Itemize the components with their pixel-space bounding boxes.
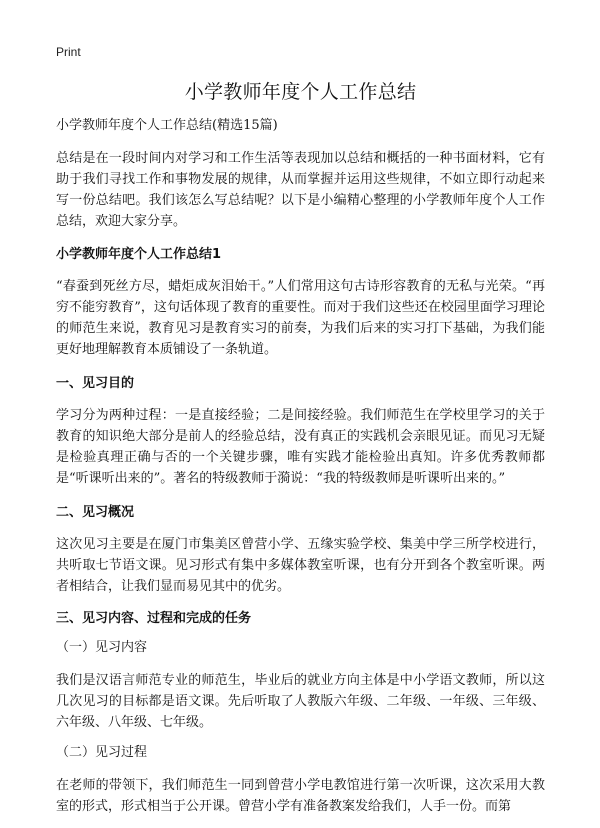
section-paragraph: “春蚕到死丝方尽，蜡炬成灰泪始干。”人们常用这句古诗形容教育的无私与光荣。“再穷不能穷教育”，这句话体现了教育的重要性。而对于我们这些还在校园里面学习理论的师范生来说，教育见习是教育实习的前奏，为我们后来的实习打下基础，为我们能更好地理解教育本质铺设了一条轨道。: [56, 279, 545, 357]
heading-content: 三、见习内容、过程和完成的任务: [56, 611, 252, 626]
heading-overview: 二、见习概况: [56, 505, 135, 520]
subheading-content: （一）见习内容: [56, 640, 148, 655]
section-heading: 小学教师年度个人工作总结1: [56, 247, 222, 262]
paragraph-process: 在老师的带领下，我们师范生一同到曾营小学电教馆进行第一次听课，这次采用大教室的形式，形式相当于公开课。曾营小学有准备教案发给我们，人手一份。而第: [56, 778, 545, 814]
subheading-process: （二）见习过程: [56, 745, 148, 760]
paragraph-content: 我们是汉语言师范专业的师范生，毕业后的就业方向主体是中小学语文教师，所以这几次见习的目标都是语文课。先后听取了人教版六年级、二年级、一年级、三年级、六年级、八年级、七年级。: [56, 673, 545, 730]
print-link[interactable]: Print: [56, 45, 81, 59]
paragraph-overview: 这次见习主要是在厦门市集美区曾营小学、五缘实验学校、集美中学三所学校进行，共听取七节语文课。见习形式有集中多媒体教室听课，也有分开到各个教室听课。两者相结合，让我们显而易见其中的优劣。: [56, 537, 545, 594]
document-subtitle: 小学教师年度个人工作总结(精选15篇): [56, 118, 278, 133]
heading-purpose: 一、见习目的: [56, 376, 135, 391]
document-title: 小学教师年度个人工作总结: [184, 81, 417, 103]
paragraph-purpose: 学习分为两种过程：一是直接经验；二是间接经验。我们师范生在学校里学习的关于教育的知识绝大部分是前人的经验总结，没有真正的实践机会亲眼见证。而见习无疑是检验真理正确与否的一个关键步骤，唯有实践才能检验出真知。许多优秀教师都是“听课听出来的”。著名的特级教师于漪说：“我的特级教师是听课听出来的。”: [56, 408, 545, 486]
intro-paragraph: 总结是在一段时间内对学习和工作生活等表现加以总结和概括的一种书面材料，它有助于我们寻找工作和事物发展的规律，从而掌握并运用这些规律，不如立即行动起来写一份总结吧。我们该怎么写总结呢？以下是小编精心整理的小学教师年度个人工作总结，欢迎大家分享。: [56, 151, 545, 229]
